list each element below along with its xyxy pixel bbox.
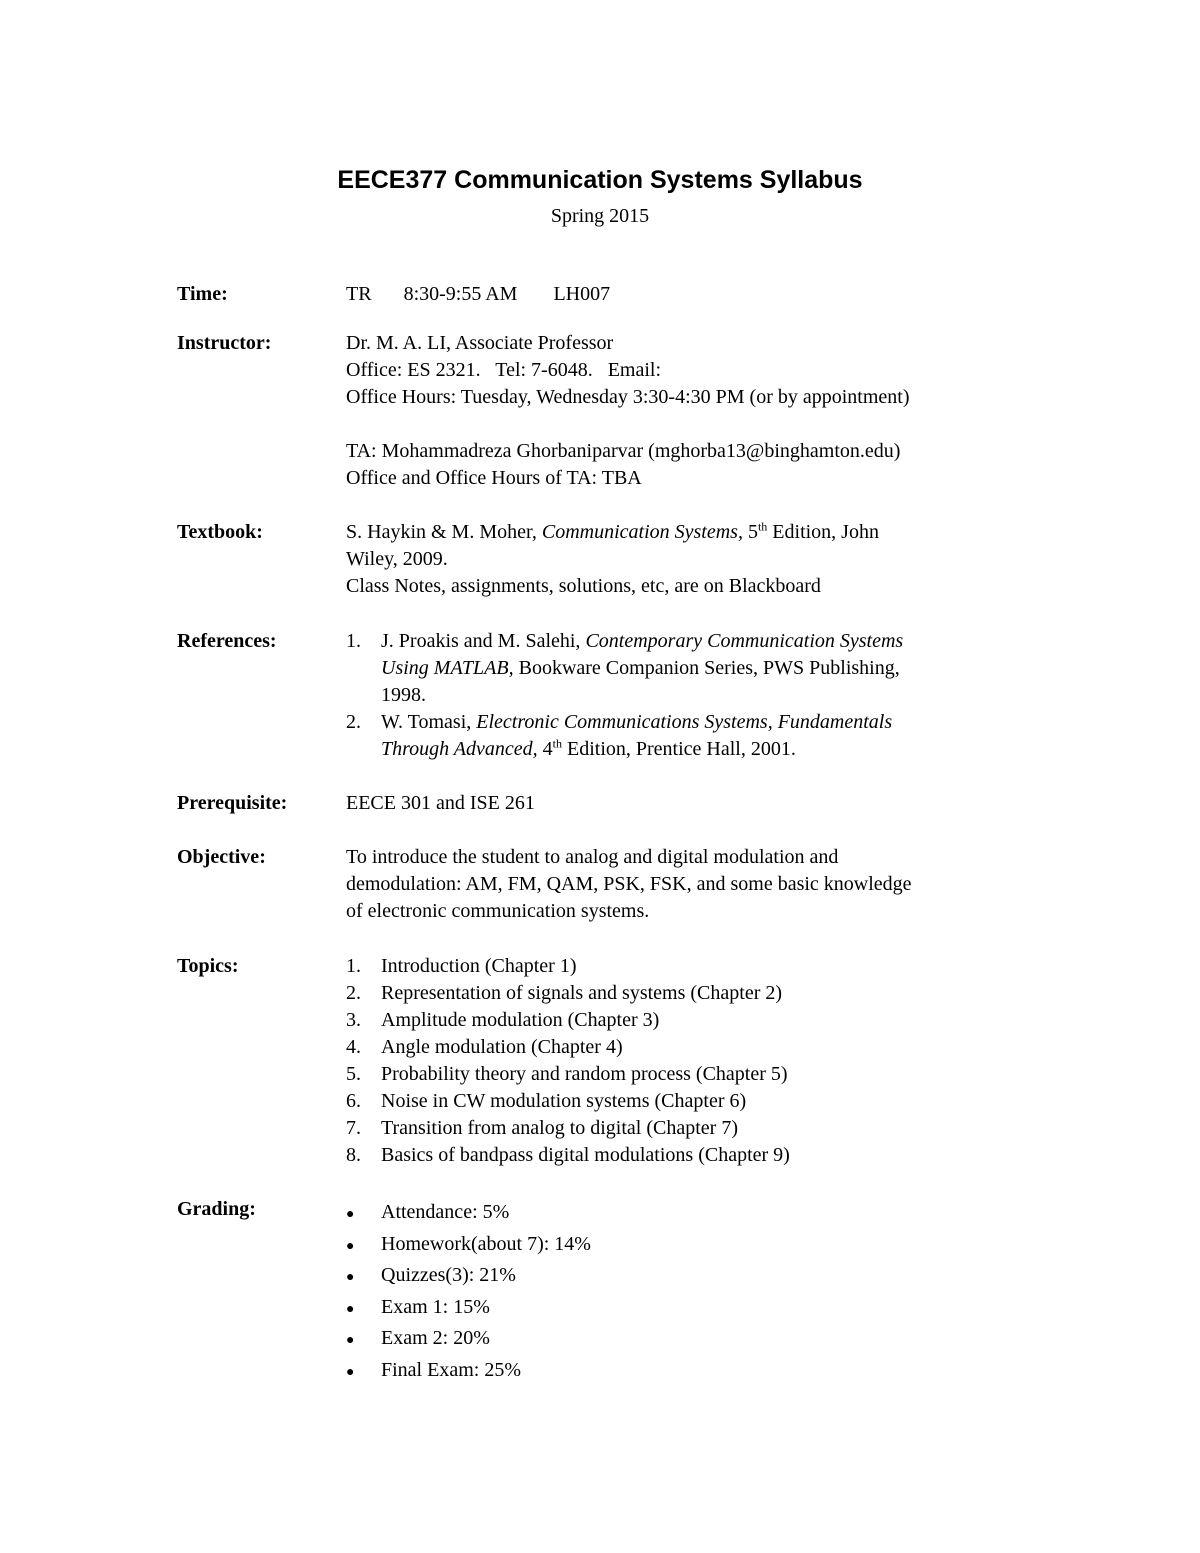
grading-list: [346, 1198, 1036, 1387]
bullet-icon: ●: [346, 1270, 355, 1285]
reference-publisher: Bookware Companion Series, PWS Publishing,: [513, 657, 900, 679]
term-subtitle: Spring 2015: [550, 205, 650, 227]
topics-label: Topics:: [177, 955, 239, 977]
grading-item: [346, 1261, 1036, 1293]
reference-edition-number: 4: [537, 738, 553, 760]
grading-item: [346, 1356, 1036, 1388]
instructor-office: Office: ES 2321. Tel: 7-6048. Email:: [346, 359, 662, 381]
topic-item: [346, 1034, 1036, 1061]
grading-item: [346, 1293, 1036, 1325]
objective-text: [346, 844, 1036, 925]
bullet-icon: ●: [346, 1207, 355, 1222]
instructor-office-hours: Office Hours: Tuesday, Wednesday 3:30-4:30 PM (or by appointment): [346, 386, 910, 408]
topic-number: 2.: [346, 982, 361, 1004]
bullet-icon: ●: [346, 1333, 355, 1348]
topic-item: [346, 1088, 1036, 1115]
reference-title-cont: Through Advanced,: [381, 738, 538, 760]
reference-title: Contemporary Communication Systems: [585, 630, 904, 652]
topic-number: 4.: [346, 1036, 361, 1058]
reference-item: [346, 628, 1036, 709]
grading-text: Attendance: 5%: [381, 1201, 510, 1223]
topic-text: Basics of bandpass digital modulations (Chapter 9): [381, 1144, 790, 1166]
textbook-publisher: Wiley, 2009.: [346, 548, 448, 570]
topic-number: 6.: [346, 1090, 361, 1112]
ta-info: TA: Mohammadreza Ghorbaniparvar (mghorba13@binghamton.edu): [346, 440, 901, 462]
topics-list: [346, 953, 1036, 1169]
objective-line: of electronic communication systems.: [346, 900, 650, 922]
bullet-icon: ●: [346, 1238, 355, 1254]
page-title: EECE377 Communication Systems Syllabus: [337, 166, 863, 194]
grading-text: Exam 2: 20%: [381, 1327, 490, 1349]
reference-number: 2.: [346, 711, 361, 733]
bullet-icon: ●: [346, 1364, 355, 1380]
instructor-name: Dr. M. A. LI, Associate Professor: [346, 332, 614, 354]
references-list: [346, 628, 1036, 763]
grading-item: [346, 1198, 1036, 1230]
topic-number: 3.: [346, 1009, 361, 1031]
topic-text: Introduction (Chapter 1): [381, 955, 577, 977]
prerequisite-label: Prerequisite:: [177, 792, 288, 814]
time-content: [346, 281, 1036, 308]
reference-authors: J. Proakis and M. Salehi,: [381, 630, 586, 652]
time-hours: 8:30-9:55 AM: [403, 283, 518, 305]
topic-text: Amplitude modulation (Chapter 3): [381, 1009, 660, 1031]
reference-authors: W. Tomasi,: [381, 711, 477, 733]
textbook-authors: S. Haykin & M. Moher,: [346, 521, 542, 543]
instructor-label: Instructor:: [177, 332, 272, 354]
topic-number: 1.: [346, 955, 361, 977]
topic-text: Probability theory and random process (Chapter 5): [381, 1063, 788, 1085]
reference-item: [346, 709, 1036, 763]
time-days: TR: [346, 283, 372, 305]
topic-item: [346, 980, 1036, 1007]
grading-text: Final Exam: 25%: [381, 1358, 521, 1381]
objective-line: To introduce the student to analog and digital modulation and: [346, 846, 839, 868]
time-label: Time:: [177, 283, 228, 305]
grading-label: Grading:: [177, 1198, 256, 1220]
textbook-title: Communication Systems,: [541, 521, 743, 543]
reference-title-cont: Using MATLAB,: [381, 657, 514, 679]
reference-year: 1998.: [381, 684, 426, 706]
reference-edition-sup: th: [552, 736, 562, 751]
grading-item: [346, 1324, 1036, 1356]
grading-text: Homework(about 7): 14%: [381, 1232, 591, 1255]
instructor-content: [346, 330, 1036, 492]
objective-line: demodulation: AM, FM, QAM, PSK, FSK, and some basic knowledge: [346, 873, 912, 895]
topic-number: 7.: [346, 1117, 361, 1139]
topic-text: Representation of signals and systems (Chapter 2): [381, 982, 783, 1004]
topic-text: Angle modulation (Chapter 4): [381, 1036, 623, 1058]
topic-item: [346, 1115, 1036, 1142]
topic-number: 8.: [346, 1144, 361, 1166]
grading-text: Exam 1: 15%: [381, 1295, 490, 1318]
textbook-content: [346, 519, 1036, 600]
topic-text: Transition from analog to digital (Chapter 7): [381, 1117, 738, 1139]
time-room: LH007: [553, 283, 611, 305]
topic-text: Noise in CW modulation systems (Chapter 6): [381, 1090, 747, 1112]
reference-number: 1.: [346, 630, 361, 652]
reference-title: Electronic Communications Systems, Fundamentals: [476, 711, 893, 733]
topic-number: 5.: [346, 1063, 361, 1085]
bullet-icon: ●: [346, 1301, 355, 1317]
reference-publisher: Edition, Prentice Hall, 2001.: [562, 738, 796, 760]
textbook-label: Textbook:: [177, 521, 263, 543]
textbook-edition-sup: th: [757, 519, 768, 534]
topic-item: [346, 1061, 1036, 1088]
textbook-edition-number: 5: [742, 521, 758, 543]
grading-item: [346, 1230, 1036, 1262]
textbook-notes: Class Notes, assignments, solutions, etc, are on Blackboard: [346, 575, 821, 597]
topic-item: [346, 1007, 1036, 1034]
objective-label: Objective:: [177, 846, 266, 868]
topic-item: [346, 953, 1036, 980]
textbook-edition: Edition, John: [767, 521, 879, 543]
grading-text: Quizzes(3): 21%: [381, 1264, 516, 1286]
prerequisite-text: EECE 301 and ISE 261: [346, 792, 535, 814]
references-label: References:: [177, 630, 277, 652]
ta-office: Office and Office Hours of TA: TBA: [346, 467, 642, 489]
topic-item: [346, 1142, 1036, 1169]
